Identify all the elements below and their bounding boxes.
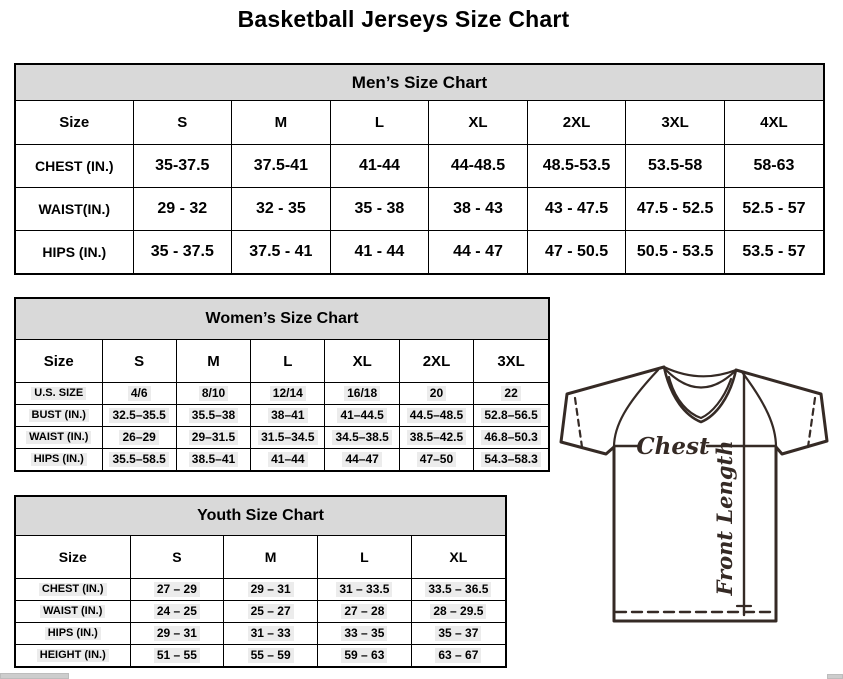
value-cell: 20 xyxy=(399,383,473,405)
column-header: L xyxy=(318,536,412,579)
value-cell: 28 – 29.5 xyxy=(411,601,505,623)
column-header: Size xyxy=(16,536,130,579)
value-cell: 32.5–35.5 xyxy=(102,405,176,427)
value-cell: 41–44.5 xyxy=(325,405,399,427)
value-cell: 44.5–48.5 xyxy=(399,405,473,427)
value-cell: 38–41 xyxy=(251,405,325,427)
value-cell: 38.5–41 xyxy=(176,449,250,471)
column-header: S xyxy=(102,340,176,383)
row-label: HEIGHT (IN.) xyxy=(16,645,130,667)
collar-inner-v xyxy=(669,377,731,418)
horizontal-scrollbar-thumb[interactable] xyxy=(827,674,843,679)
value-cell: 24 – 25 xyxy=(130,601,224,623)
value-cell: 35.5–58.5 xyxy=(102,449,176,471)
collar-top-arc xyxy=(664,367,736,376)
value-cell: 59 – 63 xyxy=(318,645,412,667)
value-cell: 46.8–50.3 xyxy=(474,427,548,449)
value-cell: 26–29 xyxy=(102,427,176,449)
column-header: 3XL xyxy=(474,340,548,383)
table-row xyxy=(16,645,505,667)
column-header: 2XL xyxy=(399,340,473,383)
value-cell: 29 – 31 xyxy=(130,623,224,645)
page-title: Basketball Jerseys Size Chart xyxy=(237,6,570,32)
table-row xyxy=(16,579,505,601)
row-label: WAIST (IN.) xyxy=(16,601,130,623)
table-row xyxy=(16,449,548,471)
column-header: L xyxy=(251,340,325,383)
table-row xyxy=(16,231,823,274)
row-label: CHEST (IN.) xyxy=(16,145,133,188)
column-header: S xyxy=(133,101,232,145)
value-cell: 37.5-41 xyxy=(232,145,331,188)
value-cell: 35 - 38 xyxy=(330,188,429,231)
value-cell: 31.5–34.5 xyxy=(251,427,325,449)
value-cell: 29 - 32 xyxy=(133,188,232,231)
youth-chart-title: Youth Size Chart xyxy=(16,497,505,536)
cuff-dashed-line-left xyxy=(575,398,582,447)
row-label: HIPS (IN.) xyxy=(16,231,133,274)
value-cell: 47.5 - 52.5 xyxy=(626,188,725,231)
value-cell: 8/10 xyxy=(176,383,250,405)
value-cell: 48.5-53.5 xyxy=(527,145,626,188)
column-header: XL xyxy=(411,536,505,579)
value-cell: 35.5–38 xyxy=(176,405,250,427)
value-cell: 29 – 31 xyxy=(224,579,318,601)
table-row xyxy=(16,145,823,188)
value-cell: 55 – 59 xyxy=(224,645,318,667)
value-cell: 27 – 29 xyxy=(130,579,224,601)
table-row xyxy=(16,601,505,623)
row-label: CHEST (IN.) xyxy=(16,579,130,601)
value-cell: 53.5 - 57 xyxy=(724,231,823,274)
table-row xyxy=(16,405,548,427)
cuff-dashed-line-right xyxy=(808,398,815,447)
value-cell: 31 – 33.5 xyxy=(318,579,412,601)
mens-chart-title: Men’s Size Chart xyxy=(16,65,823,101)
value-cell: 41-44 xyxy=(330,145,429,188)
jersey-outline-shape xyxy=(561,367,827,621)
table-row xyxy=(16,383,548,405)
value-cell: 44 - 47 xyxy=(429,231,528,274)
value-cell: 53.5-58 xyxy=(626,145,725,188)
value-cell: 33 – 35 xyxy=(318,623,412,645)
value-cell: 27 – 28 xyxy=(318,601,412,623)
value-cell: 51 – 55 xyxy=(130,645,224,667)
value-cell: 31 – 33 xyxy=(224,623,318,645)
value-cell: 4/6 xyxy=(102,383,176,405)
value-cell: 38 - 43 xyxy=(429,188,528,231)
armhole-seam-right xyxy=(742,372,776,447)
column-header: 2XL xyxy=(527,101,626,145)
column-header: M xyxy=(232,101,331,145)
mens-table xyxy=(16,101,823,273)
youth-table xyxy=(16,536,505,666)
value-cell: 16/18 xyxy=(325,383,399,405)
value-cell: 29–31.5 xyxy=(176,427,250,449)
front-length-label: Front Length xyxy=(712,440,737,596)
column-header: XL xyxy=(429,101,528,145)
value-cell: 52.8–56.5 xyxy=(474,405,548,427)
table-row xyxy=(16,623,505,645)
value-cell: 47–50 xyxy=(399,449,473,471)
value-cell: 12/14 xyxy=(251,383,325,405)
table-row xyxy=(16,427,548,449)
column-header: 4XL xyxy=(724,101,823,145)
row-label: WAIST(IN.) xyxy=(16,188,133,231)
womens-size-chart xyxy=(14,297,550,472)
value-cell: 35 – 37 xyxy=(411,623,505,645)
column-header: S xyxy=(130,536,224,579)
mens-size-chart xyxy=(14,63,825,275)
value-cell: 58-63 xyxy=(724,145,823,188)
value-cell: 44–47 xyxy=(325,449,399,471)
row-label: WAIST (IN.) xyxy=(16,427,102,449)
value-cell: 37.5 - 41 xyxy=(232,231,331,274)
value-cell: 54.3–58.3 xyxy=(474,449,548,471)
column-header: Size xyxy=(16,101,133,145)
value-cell: 32 - 35 xyxy=(232,188,331,231)
column-header: M xyxy=(224,536,318,579)
value-cell: 43 - 47.5 xyxy=(527,188,626,231)
womens-chart-title: Women’s Size Chart xyxy=(16,299,548,340)
womens-table xyxy=(16,340,548,470)
column-header: L xyxy=(330,101,429,145)
row-label: HIPS (IN.) xyxy=(16,623,130,645)
youth-size-chart xyxy=(14,495,507,668)
value-cell: 63 – 67 xyxy=(411,645,505,667)
column-header: Size xyxy=(16,340,102,383)
value-cell: 44-48.5 xyxy=(429,145,528,188)
jersey-measurement-diagram xyxy=(552,356,836,630)
chest-label: Chest xyxy=(636,433,710,460)
row-label: BUST (IN.) xyxy=(16,405,102,427)
value-cell: 33.5 – 36.5 xyxy=(411,579,505,601)
column-header: XL xyxy=(325,340,399,383)
value-cell: 35-37.5 xyxy=(133,145,232,188)
value-cell: 25 – 27 xyxy=(224,601,318,623)
column-header: M xyxy=(176,340,250,383)
value-cell: 35 - 37.5 xyxy=(133,231,232,274)
womens-header-row xyxy=(16,340,548,383)
value-cell: 52.5 - 57 xyxy=(724,188,823,231)
value-cell: 22 xyxy=(474,383,548,405)
column-header: 3XL xyxy=(626,101,725,145)
value-cell: 38.5–42.5 xyxy=(399,427,473,449)
mens-header-row xyxy=(16,101,823,145)
value-cell: 41–44 xyxy=(251,449,325,471)
value-cell: 47 - 50.5 xyxy=(527,231,626,274)
horizontal-scrollbar-thumb[interactable] xyxy=(0,673,69,679)
value-cell: 50.5 - 53.5 xyxy=(626,231,725,274)
row-label: HIPS (IN.) xyxy=(16,449,102,471)
value-cell: 41 - 44 xyxy=(330,231,429,274)
table-row xyxy=(16,188,823,231)
youth-header-row xyxy=(16,536,505,579)
row-label: U.S. SIZE xyxy=(16,383,102,405)
value-cell: 34.5–38.5 xyxy=(325,427,399,449)
